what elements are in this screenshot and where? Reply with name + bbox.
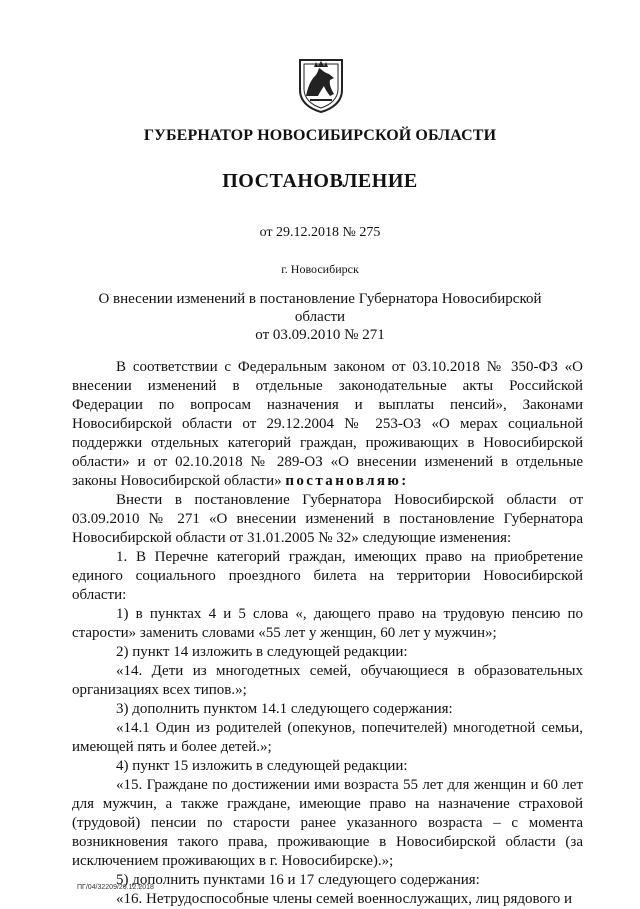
document-city: г. Новосибирск: [281, 262, 359, 276]
paragraph-quote-15: «15. Граждане по достижении ими возраста 55 лет для женщин и 60 лет для мужчин, а также граждане, имеющие право на назначение страховой (трудовой) пенсии по старости ранее указанного возраста – с момента возникновения такого права, проживающие в Новосибирской области (за исключением проживающих в г. Новосибирске).»;: [72, 777, 583, 869]
paragraph-quote-14: «14. Дети из многодетных семей, обучающиеся в образовательных организациях всех типов.»;: [72, 663, 583, 698]
paragraph-intro: Внести в постановление Губернатора Новосибирской области от 03.09.2010 № 271 «О внесении изменений в постановление Губернатора Новосибирской области от 31.01.2005 № 32» следующие изменения:: [72, 492, 583, 546]
decree-word: постановляю:: [285, 473, 409, 489]
footer-code: ПГ/04/32209/26.12.2018: [77, 884, 154, 891]
document-type: ПОСТАНОВЛЕНИЕ: [222, 170, 418, 192]
coat-of-arms-icon: [296, 56, 346, 114]
paragraph-subitem-4: 4) пункт 15 изложить в следующей редакции:: [116, 758, 408, 774]
paragraph-subitem-1: 1) в пунктах 4 и 5 слова «, дающего право на трудовую пенсию по старости» заменить словами «55 лет у женщин, 60 лет у мужчин»;: [72, 606, 583, 641]
paragraph-item-1: 1. В Перечне категорий граждан, имеющих право на приобретение единого социального проездного билета на территории Новосибирской области:: [72, 549, 583, 603]
paragraph-subitem-2: 2) пункт 14 изложить в следующей редакции:: [116, 644, 408, 660]
document-subject: [72, 290, 568, 344]
preamble-paragraph: [72, 358, 583, 491]
paragraph-subitem-5: 5) дополнить пунктами 16 и 17 следующего содержания:: [116, 872, 480, 888]
paragraph-quote-16: «16. Нетрудоспособные члены семей военнослужащих, лиц рядового и: [116, 891, 573, 907]
preamble-text: В соответствии с Федеральным законом от 03.10.2018 № 350-ФЗ «О внесении изменений в отдельные законодательные акты Российской Федерации по вопросам назначения и выплаты пенсий», Законами Новосибирской области от 29.12.2004 № 253-ОЗ «О мерах социальной поддержки отдельных категорий граждан, проживающих в Новосибирской области» и от 02.10.2018 № 289-ОЗ «О внесении изменений в отдельные законы Новосибирской области»: [72, 359, 583, 489]
subject-line-2: от 03.09.2010 № 271: [255, 327, 385, 343]
subject-line-1: О внесении изменений в постановление Губернатора Новосибирской области: [98, 291, 542, 325]
paragraph-quote-14-1: «14.1 Один из родителей (опекунов, попечителей) многодетной семьи, имеющей пять и более детей.»;: [72, 720, 583, 755]
document-date-number: от 29.12.2018 № 275: [259, 225, 381, 240]
document-body: [72, 358, 583, 909]
issuer-title: ГУБЕРНАТОР НОВОСИБИРСКОЙ ОБЛАСТИ: [143, 127, 497, 144]
paragraph-subitem-3: 3) дополнить пунктом 14.1 следующего содержания:: [116, 701, 453, 717]
